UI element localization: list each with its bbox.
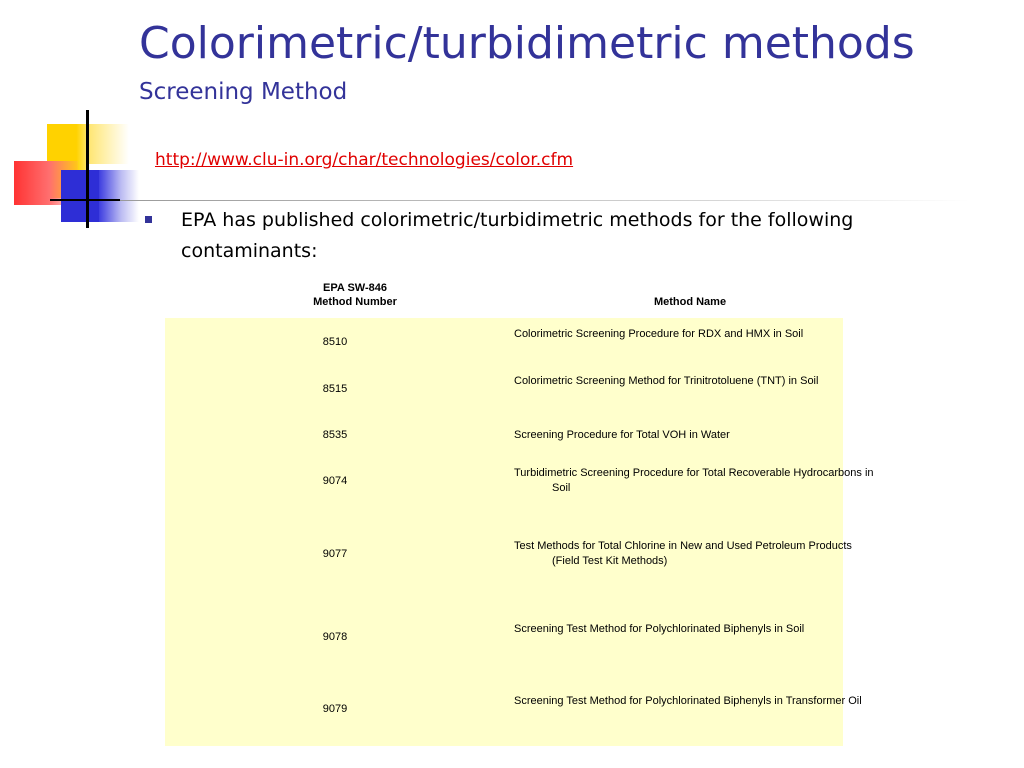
method-name-cell: Turbidimetric Screening Procedure for Total Recoverable Hydrocarbons in Soil	[514, 467, 874, 494]
method-name-cell: Test Methods for Total Chlorine in New and Used Petroleum Products (Field Test Kit Methods)	[514, 540, 852, 567]
column-header-method-number: EPA SW-846 Method Number	[313, 282, 397, 308]
method-name-cell: Screening Test Method for Polychlorinated Biphenyls in Soil	[514, 623, 805, 635]
method-number-cell: 8535	[322, 429, 348, 441]
slide-title: Colorimetric/turbidimetric methods	[139, 18, 915, 69]
method-number-cell: 9079	[322, 703, 348, 715]
method-number-cell: 9077	[322, 548, 348, 560]
column-header-method-name: Method Name	[653, 296, 727, 308]
method-number-cell: 8515	[322, 383, 348, 395]
method-number-cell: 9074	[322, 475, 348, 487]
methods-table	[165, 318, 874, 746]
decorative-blue-fade	[99, 170, 139, 222]
method-number-cell: 8510	[322, 336, 348, 348]
decorative-yellow-fade	[89, 124, 129, 164]
slide-subtitle: Screening Method	[139, 79, 348, 105]
method-name-cell: Colorimetric Screening Procedure for RDX and HMX in Soil	[514, 328, 804, 340]
method-number-cell: 9078	[322, 631, 348, 643]
method-name-cell: Screening Procedure for Total VOH in Water	[514, 429, 730, 441]
bullet-text: EPA has published colorimetric/turbidimetric methods for the following contaminants:	[181, 209, 854, 262]
reference-link[interactable]: http://www.clu-in.org/char/technologies/color.cfm	[155, 150, 574, 170]
title-divider	[120, 200, 970, 201]
decorative-vertical-line	[86, 110, 89, 228]
method-name-cell: Screening Test Method for Polychlorinated Biphenyls in Transformer Oil	[514, 695, 862, 707]
decorative-horizontal-line	[50, 199, 120, 201]
bullet-marker-icon	[145, 216, 152, 223]
decorative-blue-square	[61, 170, 99, 222]
method-name-cell: Colorimetric Screening Method for Trinitrotoluene (TNT) in Soil	[514, 375, 819, 387]
